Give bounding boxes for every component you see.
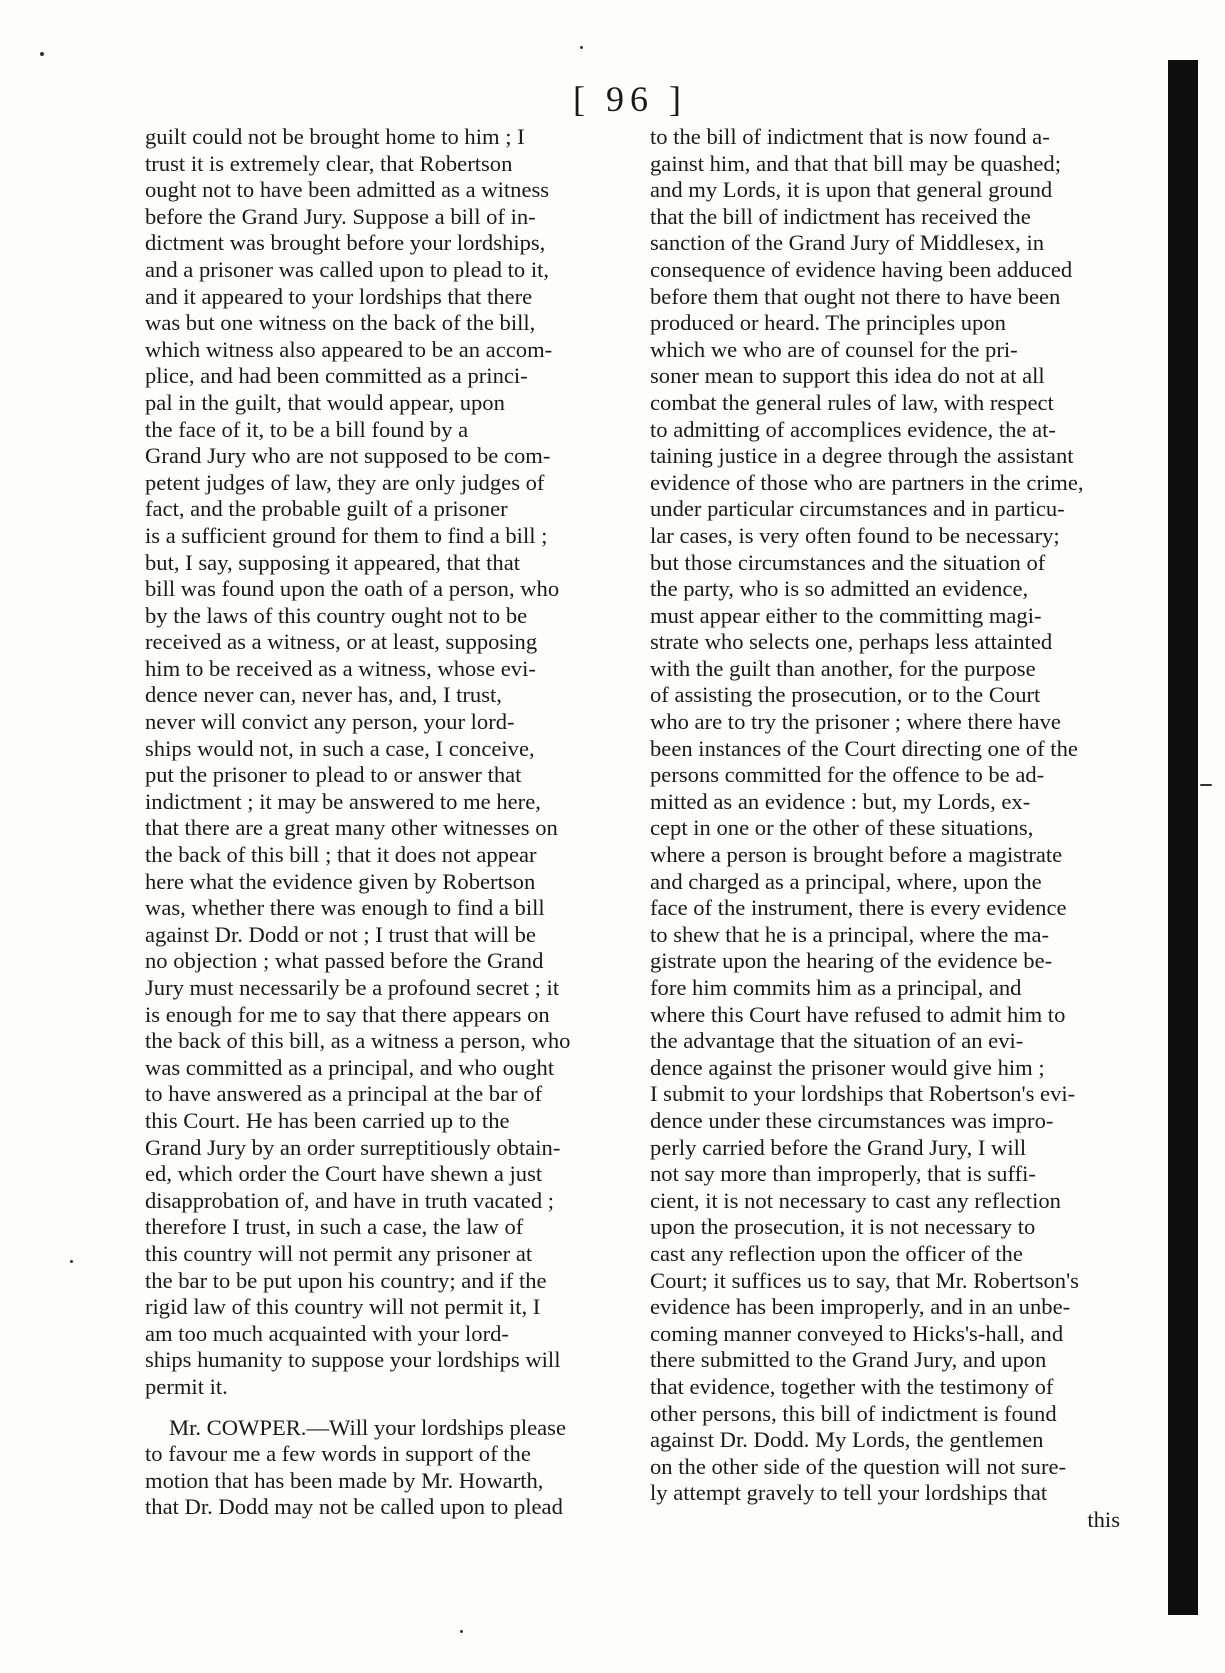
text-line: which witness also appeared to be an accom- <box>145 336 553 362</box>
text-line: motion that has been made by Mr. Howarth, <box>145 1467 544 1493</box>
text-line: other persons, this bill of indictment is found <box>650 1400 1057 1426</box>
text-line: coming manner conveyed to Hicks's-hall, and <box>650 1320 1064 1346</box>
text-line: combat the general rules of law, with respect <box>650 389 1054 415</box>
right-column <box>650 124 1120 1533</box>
text-line: lar cases, is very often found to be necessary; <box>650 522 1060 548</box>
text-line: plice, and had been committed as a princi- <box>145 363 528 389</box>
text-line: which we who are of counsel for the pri- <box>650 336 1018 362</box>
text-line: mitted as an evidence : but, my Lords, ex- <box>650 788 1031 814</box>
text-line: been instances of the Court directing one of the <box>650 735 1078 761</box>
text-line: dictment was brought before your lordships, <box>145 230 546 256</box>
text-line: soner mean to support this idea do not at all <box>650 363 1045 389</box>
text-line: the bar to be put upon his country; and if the <box>145 1267 547 1293</box>
text-line: and a prisoner was called upon to plead to it, <box>145 256 550 282</box>
text-line: cept in one or the other of these situations, <box>650 815 1034 841</box>
ink-speck <box>1200 784 1212 786</box>
text-line: the face of it, to be a bill found by a <box>145 416 469 442</box>
text-line: no objection ; what passed before the Grand <box>145 948 544 974</box>
text-line: to admitting of accomplices evidence, the at- <box>650 416 1056 442</box>
text-line: evidence has been improperly, and in an unbe- <box>650 1294 1071 1320</box>
text-line: him to be received as a witness, whose evi- <box>145 655 536 681</box>
text-line: was but one witness on the back of the bill, <box>145 310 536 336</box>
text-line: fore him commits him as a principal, and <box>650 975 1022 1000</box>
text-line: but, I say, supposing it appeared, that that <box>145 549 521 575</box>
text-line: under particular circumstances and in particu- <box>650 496 1065 522</box>
text-line: trust it is extremely clear, that Robertson <box>145 150 513 176</box>
text-line: there submitted to the Grand Jury, and upon <box>650 1347 1047 1373</box>
text-line: dence under these circumstances was impro- <box>650 1107 1054 1133</box>
text-line: to have answered as a principal at the bar of <box>145 1081 543 1107</box>
text-line: is enough for me to say that there appears on <box>145 1001 550 1027</box>
left-paragraph-1 <box>145 124 623 1401</box>
text-line: produced or heard. The principles upon <box>650 310 1006 336</box>
text-line: the advantage that the situation of an evi- <box>650 1028 1024 1054</box>
text-line: gistrate upon the hearing of the evidence be- <box>650 948 1053 974</box>
text-line: is a sufficient ground for them to find a bill ; <box>145 522 548 548</box>
text-line: that there are a great many other witnesses on <box>145 815 558 841</box>
catchword: this <box>1087 1506 1120 1532</box>
ink-speck <box>460 1630 463 1633</box>
text-line: and my Lords, it is upon that general ground <box>650 177 1053 203</box>
text-line: ly attempt gravely to tell your lordships that <box>650 1480 1048 1506</box>
text-line: face of the instrument, there is every evidence <box>650 895 1067 921</box>
page-number: [ 96 ] <box>573 79 687 119</box>
text-line: pal in the guilt, that would appear, upon <box>145 389 505 415</box>
text-line: cast any reflection upon the officer of the <box>650 1240 1023 1266</box>
text-line: that Dr. Dodd may not be called upon to plead <box>145 1494 563 1520</box>
text-line: and charged as a principal, where, upon the <box>650 868 1042 894</box>
text-line: of assisting the prosecution, or to the Court <box>650 682 1041 708</box>
text-line: dence never can, never has, and, I trust, <box>145 682 502 708</box>
text-line: put the prisoner to plead to or answer that <box>145 762 522 788</box>
text-line: ships humanity to suppose your lordships will <box>145 1347 561 1373</box>
text-line: bill was found upon the oath of a person, who <box>145 576 560 602</box>
text-line: to shew that he is a principal, where the ma- <box>650 921 1050 947</box>
text-line: persons committed for the offence to be ad- <box>650 762 1045 788</box>
text-line: against Dr. Dodd or not ; I trust that will be <box>145 921 536 947</box>
ink-speck <box>580 46 583 49</box>
text-line: that evidence, together with the testimony of <box>650 1373 1054 1399</box>
text-line: dence against the prisoner would give him ; <box>650 1054 1045 1080</box>
text-line: ought not to have been admitted as a witness <box>145 177 550 203</box>
text-line: was, whether there was enough to find a bill <box>145 895 545 921</box>
text-line: Court; it suffices us to say, that Mr. Robertson's <box>650 1267 1079 1293</box>
text-line: upon the prosecution, it is not necessary to <box>650 1214 1036 1240</box>
text-line: that the bill of indictment has received the <box>650 203 1031 229</box>
text-line: consequence of evidence having been adduced <box>650 256 1073 282</box>
text-line: Grand Jury by an order surreptitiously obtain- <box>145 1134 561 1160</box>
text-line: but those circumstances and the situation of <box>650 549 1046 575</box>
text-line: the back of this bill, as a witness a person, who <box>145 1028 571 1054</box>
text-line: cient, it is not necessary to cast any reflection <box>650 1187 1061 1213</box>
text-line: ships would not, in such a case, I conceive, <box>145 735 535 761</box>
text-line: not say more than improperly, that is suffi- <box>650 1161 1036 1187</box>
text-line: therefore I trust, in such a case, the law of <box>145 1214 524 1240</box>
text-line: to the bill of indictment that is now found a- <box>650 124 1050 149</box>
text-line: never will convict any person, your lord- <box>145 709 515 735</box>
ink-speck <box>70 1260 73 1263</box>
text-line: evidence of those who are partners in the crime, <box>650 469 1084 495</box>
text-line: on the other side of the question will not sure- <box>650 1453 1067 1479</box>
text-line: sanction of the Grand Jury of Middlesex, in <box>650 230 1045 256</box>
text-line: received as a witness, or at least, supposing <box>145 629 538 655</box>
text-line: indictment ; it may be answered to me here, <box>145 788 541 814</box>
text-line: before the Grand Jury. Suppose a bill of in- <box>145 203 536 229</box>
text-line: this country will not permit any prisoner at <box>145 1240 533 1266</box>
text-line: before them that ought not there to have been <box>650 283 1061 309</box>
text-line: guilt could not be brought home to him ; I <box>145 124 525 149</box>
left-column <box>145 124 623 1521</box>
text-line: Mr. COWPER.—Will your lordships please <box>169 1414 566 1440</box>
text-line: to favour me a few words in support of the <box>145 1441 531 1467</box>
text-line: here what the evidence given by Robertson <box>145 868 536 894</box>
text-line: fact, and the probable guilt of a prisoner <box>145 496 508 522</box>
left-paragraph-2 <box>145 1415 623 1521</box>
text-line: strate who selects one, perhaps less attainted <box>650 629 1053 655</box>
text-line: this Court. He has been carried up to the <box>145 1107 510 1133</box>
binding-edge-shadow <box>1168 60 1198 1615</box>
text-line: perly carried before the Grand Jury, I will <box>650 1134 1027 1160</box>
text-line: must appear either to the committing magi- <box>650 602 1042 628</box>
text-line: the back of this bill ; that it does not appear <box>145 842 537 868</box>
text-line: Grand Jury who are not supposed to be com- <box>145 443 551 469</box>
text-line: disapprobation of, and have in truth vacated ; <box>145 1187 555 1213</box>
text-line: and it appeared to your lordships that there <box>145 283 533 309</box>
text-line: the party, who is so admitted an evidence, <box>650 576 1029 602</box>
text-line: petent judges of law, they are only judges of <box>145 469 545 495</box>
text-line: ed, which order the Court have shewn a just <box>145 1161 543 1187</box>
text-line: was committed as a principal, and who ought <box>145 1054 555 1080</box>
text-line: I submit to your lordships that Robertson's evi- <box>650 1081 1076 1107</box>
text-line: who are to try the prisoner ; where there have <box>650 709 1061 735</box>
text-line: Jury must necessarily be a profound secret ; it <box>145 975 560 1000</box>
text-line: taining justice in a degree through the assistant <box>650 443 1074 469</box>
text-line: am too much acquainted with your lord- <box>145 1320 509 1346</box>
text-line: by the laws of this country ought not to be <box>145 602 528 628</box>
text-line: gainst him, and that that bill may be quashed; <box>650 150 1062 176</box>
ink-speck <box>40 52 44 56</box>
text-line: rigid law of this country will not permit it, I <box>145 1294 541 1320</box>
text-line: where a person is brought before a magistrate <box>650 842 1063 868</box>
text-line: against Dr. Dodd. My Lords, the gentlemen <box>650 1427 1044 1453</box>
text-line: with the guilt than another, for the purpose <box>650 655 1036 681</box>
text-line: permit it. <box>145 1373 228 1399</box>
text-line: where this Court have refused to admit him to <box>650 1001 1066 1027</box>
